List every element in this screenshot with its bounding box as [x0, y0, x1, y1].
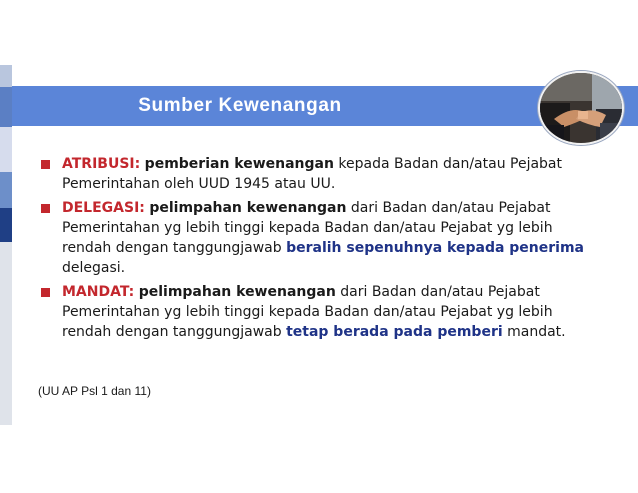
bullet-list — [38, 154, 598, 346]
list-item-atribusi — [38, 154, 598, 194]
item-text: dari Badan dan/atau Pejabat Pemerintahan yg lebih tinggi kepada Badan dan/atau Pejabat yg lebih rendah dengan tanggungjawab — [62, 284, 553, 340]
item-text: kepada Badan dan/atau Pejabat Pemerintahan oleh UUD 1945 atau UU. — [62, 156, 563, 192]
list-item-delegasi — [38, 198, 598, 278]
left-accent-bar — [0, 242, 12, 425]
handshake-icon — [540, 73, 622, 143]
square-bullet-icon — [41, 204, 50, 213]
item-term: MANDAT: — [62, 284, 135, 300]
item-tail: mandat. — [507, 324, 566, 340]
item-term: ATRIBUSI: — [62, 156, 141, 172]
item-highlight: tetap berada pada pemberi — [286, 324, 503, 340]
item-bold: pemberian kewenangan — [144, 156, 334, 172]
item-bold: pelimpahan kewenangan — [149, 200, 347, 216]
item-highlight: beralih sepenuhnya kepada penerima — [286, 240, 585, 256]
source-citation: (UU AP Psl 1 dan 11) — [38, 384, 151, 398]
left-accent-bar — [0, 87, 12, 127]
slide-title: Sumber Kewenangan — [138, 95, 342, 116]
left-accent-bar — [0, 172, 12, 208]
square-bullet-icon — [41, 160, 50, 169]
item-text: dari Badan dan/atau Pejabat Pemerintahan yg lebih tinggi kepada Badan dan/atau Pejabat yg lebih rendah dengan tanggungjawab — [62, 200, 553, 256]
handshake-photo — [538, 71, 624, 145]
left-accent-bar — [0, 65, 12, 87]
item-bold: pelimpahan kewenangan — [138, 284, 336, 300]
item-term: DELEGASI: — [62, 200, 145, 216]
left-accent-bar — [0, 208, 12, 242]
left-accent-bar — [0, 127, 12, 172]
item-tail: delegasi. — [62, 260, 126, 276]
list-item-mandat — [38, 282, 598, 342]
square-bullet-icon — [41, 288, 50, 297]
